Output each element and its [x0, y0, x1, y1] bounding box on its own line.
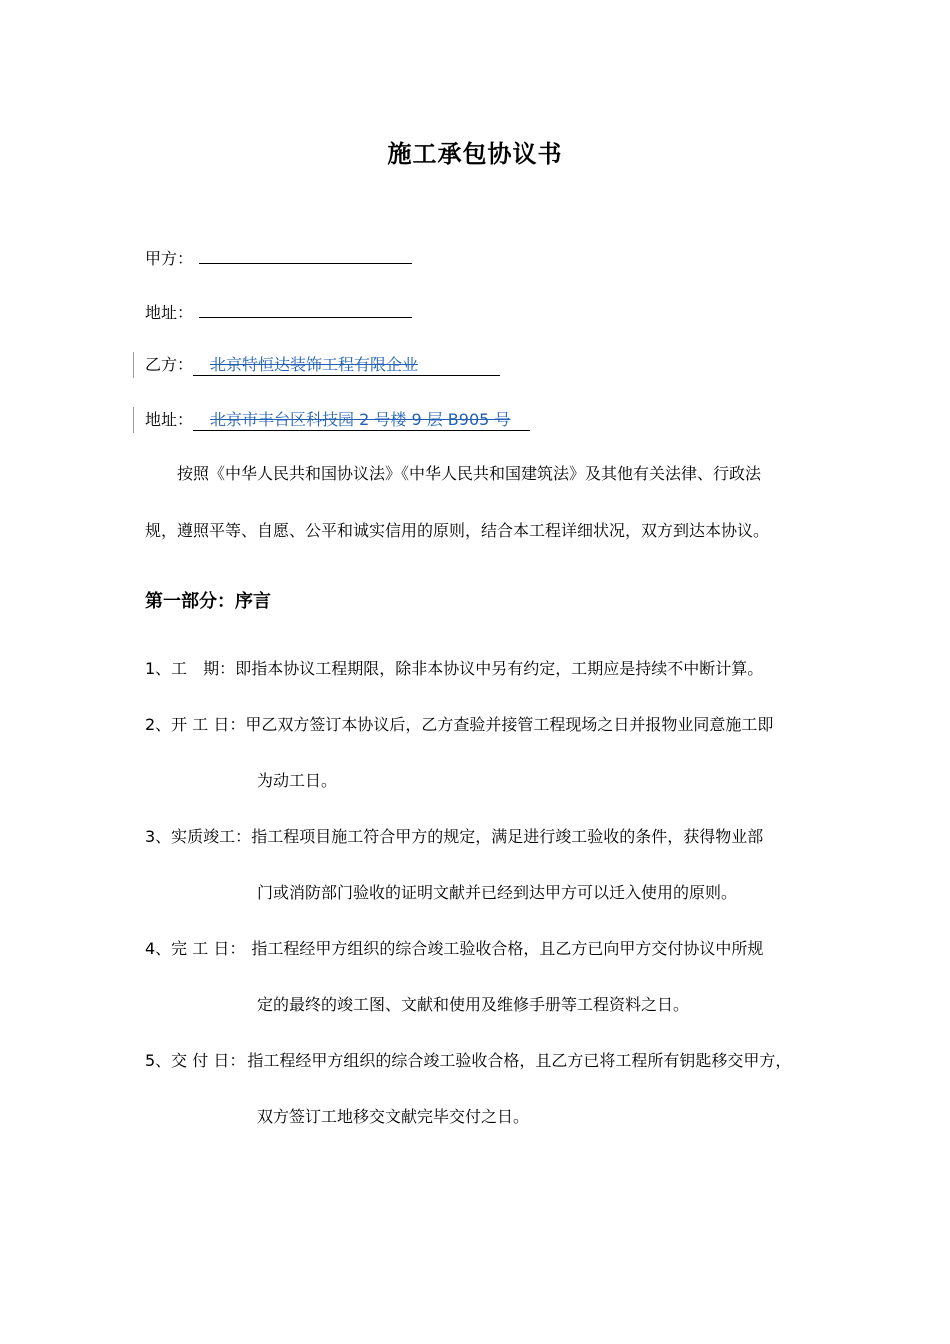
- party-a-address-label: 地址：: [145, 303, 194, 322]
- definition-text: 即指本协议工程期限，除非本协议中另有约定，工期应是持续不中断计算。: [235, 659, 764, 678]
- party-b-row: [145, 354, 500, 376]
- party-b-address-blank: [193, 409, 530, 431]
- definition-label: 3、实质竣工：: [145, 827, 252, 846]
- party-b-label: 乙方：: [145, 355, 194, 374]
- definition-item-2-continuation: 为动工日。: [257, 771, 338, 790]
- intro-line-2: 规，遵照平等、自愿、公平和诚实信用的原则，结合本工程详细状况，双方到达本协议。: [145, 521, 770, 540]
- party-b-address-row: [145, 409, 530, 431]
- definition-item-4-continuation: 定的最终的竣工图、文献和使用及维修手册等工程资料之日。: [257, 995, 690, 1014]
- party-b-address: 北京市丰台区科技园 2 号楼 9 层 B905 号: [210, 410, 511, 429]
- definition-item-1: [145, 658, 763, 680]
- definition-label: 1、工 期：: [145, 659, 236, 678]
- party-a-address-row: [145, 300, 412, 324]
- definition-item-5: [145, 1050, 791, 1072]
- definition-label: 2、开 工 日：: [145, 715, 246, 734]
- definition-text: 甲乙双方签订本协议后，乙方查验并接管工程现场之日并报物业同意施工即: [245, 715, 774, 734]
- section-heading: 第一部分：序言: [145, 591, 271, 612]
- party-a-row: [145, 246, 412, 270]
- party-b-blank: [193, 354, 500, 376]
- revision-change-bar: [133, 407, 134, 433]
- definition-item-3: [145, 826, 763, 848]
- party-a-label: 甲方：: [145, 249, 194, 268]
- definition-item-5-continuation: 双方签订工地移交文献完毕交付之日。: [257, 1107, 530, 1126]
- definition-item-2: [145, 714, 773, 736]
- definition-item-4: [145, 938, 763, 960]
- definition-label: 5、交 付 日：: [145, 1051, 246, 1070]
- definition-text: 指工程项目施工符合甲方的规定，满足进行竣工验收的条件，获得物业部: [251, 827, 764, 846]
- party-b-name: 北京特恒达装饰工程有限企业: [210, 355, 419, 374]
- definition-item-3-continuation: 门或消防部门验收的证明文献并已经到达甲方可以迁入使用的原则。: [257, 883, 738, 902]
- revision-change-bar: [133, 352, 134, 378]
- party-a-blank: [199, 246, 412, 264]
- party-b-address-label: 地址：: [145, 410, 194, 429]
- definition-text: 指工程经甲方组织的综合竣工验收合格，且乙方已将工程所有钥匙移交甲方，: [247, 1051, 792, 1070]
- definition-text: 指工程经甲方组织的综合竣工验收合格，且乙方已向甲方交付协议中所规: [251, 939, 764, 958]
- party-a-address-blank: [199, 300, 412, 318]
- document-title: 施工承包协议书: [387, 140, 563, 168]
- definition-label: 4、完 工 日：: [145, 939, 246, 958]
- intro-line-1: 按照《中华人民共和国协议法》《中华人民共和国建筑法》及其他有关法律、行政法: [177, 464, 762, 483]
